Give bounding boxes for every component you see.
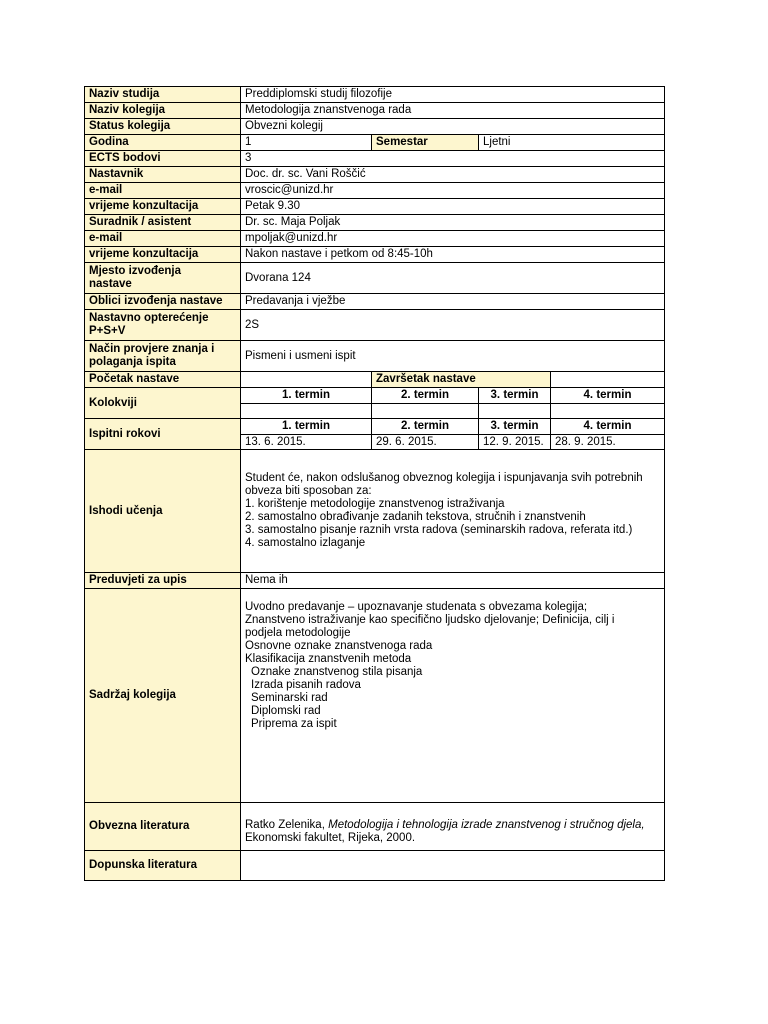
label-naziv-kolegija: Naziv kolegija: [85, 103, 241, 119]
ispit-term-2: 2. termin: [372, 419, 479, 435]
label-sadrzaj: Sadržaj kolegija: [85, 589, 241, 803]
row-pocetak: [85, 372, 665, 388]
value-naziv-studija: Preddiplomski studij filozofije: [241, 87, 665, 103]
row-ishodi: [85, 450, 665, 573]
ishodi-line: obveza biti sposoban za:: [245, 485, 372, 497]
label-provjera: [85, 341, 241, 372]
value-provjera: Pismeni i usmeni ispit: [241, 341, 665, 372]
label-mjesto-line2: nastave: [89, 278, 132, 290]
obvezna-title: Metodologija i tehnologija izrade znanstvenog i stručnog djela,: [328, 818, 645, 831]
row-ects: [85, 151, 665, 167]
label-opterecenje: [85, 310, 241, 341]
row-nastavnik: [85, 167, 665, 183]
value-zavrsetak: [551, 372, 665, 388]
value-oblici: Predavanja i vježbe: [241, 294, 665, 310]
kolokvij-term-3: 3. termin: [479, 388, 551, 404]
sadrzaj-sub-line: Seminarski rad: [251, 692, 328, 704]
value-nastavnik-email: vroscic@unizd.hr: [241, 183, 665, 199]
ispit-date-1: 13. 6. 2015.: [241, 435, 372, 450]
value-ishodi: [241, 450, 665, 573]
kolokvij-date-2: [372, 404, 479, 419]
kolokvij-term-2: 2. termin: [372, 388, 479, 404]
row-suradnik-email: [85, 231, 665, 247]
sadrzaj-line: Uvodno predavanje – upoznavanje studenata s obvezama kolegija;: [245, 601, 588, 613]
ispit-term-4: 4. termin: [551, 419, 665, 435]
row-suradnik: [85, 215, 665, 231]
value-naziv-kolegija: Metodologija znanstvenoga rada: [241, 103, 665, 119]
row-mjesto: [85, 263, 665, 294]
ishodi-line: 2. samostalno obrađivanje zadanih tekstova, stručnih i znanstvenih: [245, 511, 586, 523]
ishodi-line: 4. samostalno izlaganje: [245, 537, 366, 549]
row-obvezna: [85, 803, 665, 851]
label-suradnik-email: e-mail: [85, 231, 241, 247]
row-naziv-kolegija: [85, 103, 665, 119]
obvezna-author: Ratko Zelenika,: [245, 818, 329, 831]
label-mjesto-line1: Mjesto izvođenja: [89, 265, 182, 277]
sadrzaj-sub-line: Oznake znanstvenog stila pisanja: [251, 666, 423, 678]
ishodi-line: 3. samostalno pisanje raznih vrsta radova (seminarskih radova, referata itd.): [245, 524, 633, 536]
kolokvij-term-1: 1. termin: [241, 388, 372, 404]
row-dopunska: [85, 851, 665, 881]
ishodi-line: 1. korištenje metodologije znanstvenog istraživanja: [245, 498, 505, 510]
kolokvij-date-3: [479, 404, 551, 419]
label-pocetak: Početak nastave: [85, 372, 241, 388]
label-obvezna: Obvezna literatura: [85, 803, 241, 851]
ispit-date-2: 29. 6. 2015.: [372, 435, 479, 450]
value-godina: 1: [241, 135, 372, 151]
label-dopunska: Dopunska literatura: [85, 851, 241, 881]
sadrzaj-sub-line: Izrada pisanih radova: [251, 679, 361, 691]
row-nastavnik-konzultacije: [85, 199, 665, 215]
ispit-date-3: 12. 9. 2015.: [479, 435, 551, 450]
kolokvij-term-4: 4. termin: [551, 388, 665, 404]
label-opterecenje-line1: Nastavno opterećenje: [89, 312, 209, 324]
value-nastavnik: Doc. dr. sc. Vani Roščić: [241, 167, 665, 183]
value-sadrzaj: [241, 589, 665, 803]
sadrzaj-line: Osnovne oznake znanstvenoga rada: [245, 640, 433, 652]
row-godina: [85, 135, 665, 151]
row-oblici: [85, 294, 665, 310]
obvezna-publisher: Ekonomski fakultet, Rijeka, 2000.: [245, 831, 416, 844]
value-suradnik-konzultacije: Nakon nastave i petkom od 8:45-10h: [241, 247, 665, 263]
syllabus-table: [84, 86, 665, 881]
row-status-kolegija: [85, 119, 665, 135]
row-nastavnik-email: [85, 183, 665, 199]
row-opterecenje: [85, 310, 665, 341]
label-suradnik-konzultacije: vrijeme konzultacija: [85, 247, 241, 263]
value-status-kolegija: Obvezni kolegij: [241, 119, 665, 135]
value-obvezna: [241, 803, 665, 851]
value-suradnik-email: mpoljak@unizd.hr: [241, 231, 665, 247]
row-suradnik-konzultacije: [85, 247, 665, 263]
label-nastavnik-email: e-mail: [85, 183, 241, 199]
kolokvij-date-1: [241, 404, 372, 419]
value-semestar: Ljetni: [479, 135, 665, 151]
value-preduvjeti: Nema ih: [241, 573, 665, 589]
label-preduvjeti: Preduvjeti za upis: [85, 573, 241, 589]
value-mjesto: Dvorana 124: [241, 263, 665, 294]
label-provjera-line1: Način provjere znanja i: [89, 343, 215, 355]
ishodi-line: Student će, nakon odslušanog obveznog kolegija i ispunjavanja svih potrebnih: [245, 472, 643, 484]
label-oblici: Oblici izvođenja nastave: [85, 294, 241, 310]
value-opterecenje: 2S: [241, 310, 665, 341]
sadrzaj-sub-line: Priprema za ispit: [251, 718, 337, 730]
sadrzaj-line: podjela metodologije: [245, 627, 351, 639]
label-ects: ECTS bodovi: [85, 151, 241, 167]
row-provjera: [85, 341, 665, 372]
row-naziv-studija: [85, 87, 665, 103]
label-mjesto: [85, 263, 241, 294]
row-ispiti-terms: [85, 419, 665, 435]
label-godina: Godina: [85, 135, 241, 151]
sadrzaj-line: Znanstveno istraživanje kao specifično ljudsko djelovanje; Definicija, cilj i: [245, 614, 615, 626]
sadrzaj-sub-line: Diplomski rad: [251, 705, 321, 717]
row-sadrzaj: [85, 589, 665, 803]
label-provjera-line2: polaganja ispita: [89, 356, 176, 368]
label-ishodi: Ishodi učenja: [85, 450, 241, 573]
ispit-term-3: 3. termin: [479, 419, 551, 435]
label-nastavnik-konzultacije: vrijeme konzultacija: [85, 199, 241, 215]
label-zavrsetak: Završetak nastave: [372, 372, 551, 388]
label-suradnik: Suradnik / asistent: [85, 215, 241, 231]
ispit-term-1: 1. termin: [241, 419, 372, 435]
label-naziv-studija: Naziv studija: [85, 87, 241, 103]
label-kolokviji: Kolokviji: [85, 388, 241, 419]
value-dopunska: [241, 851, 665, 881]
value-nastavnik-konzultacije: Petak 9.30: [241, 199, 665, 215]
label-opterecenje-line2: P+S+V: [89, 325, 126, 337]
value-pocetak: [241, 372, 372, 388]
value-suradnik: Dr. sc. Maja Poljak: [241, 215, 665, 231]
row-preduvjeti: [85, 573, 665, 589]
sadrzaj-line: Klasifikacija znanstvenih metoda: [245, 653, 412, 665]
label-nastavnik: Nastavnik: [85, 167, 241, 183]
kolokvij-date-4: [551, 404, 665, 419]
label-status-kolegija: Status kolegija: [85, 119, 241, 135]
row-kolokviji-terms: [85, 388, 665, 404]
label-semestar: Semestar: [372, 135, 479, 151]
value-ects: 3: [241, 151, 665, 167]
label-ispitni-rokovi: Ispitni rokovi: [85, 419, 241, 450]
ispit-date-4: 28. 9. 2015.: [551, 435, 665, 450]
